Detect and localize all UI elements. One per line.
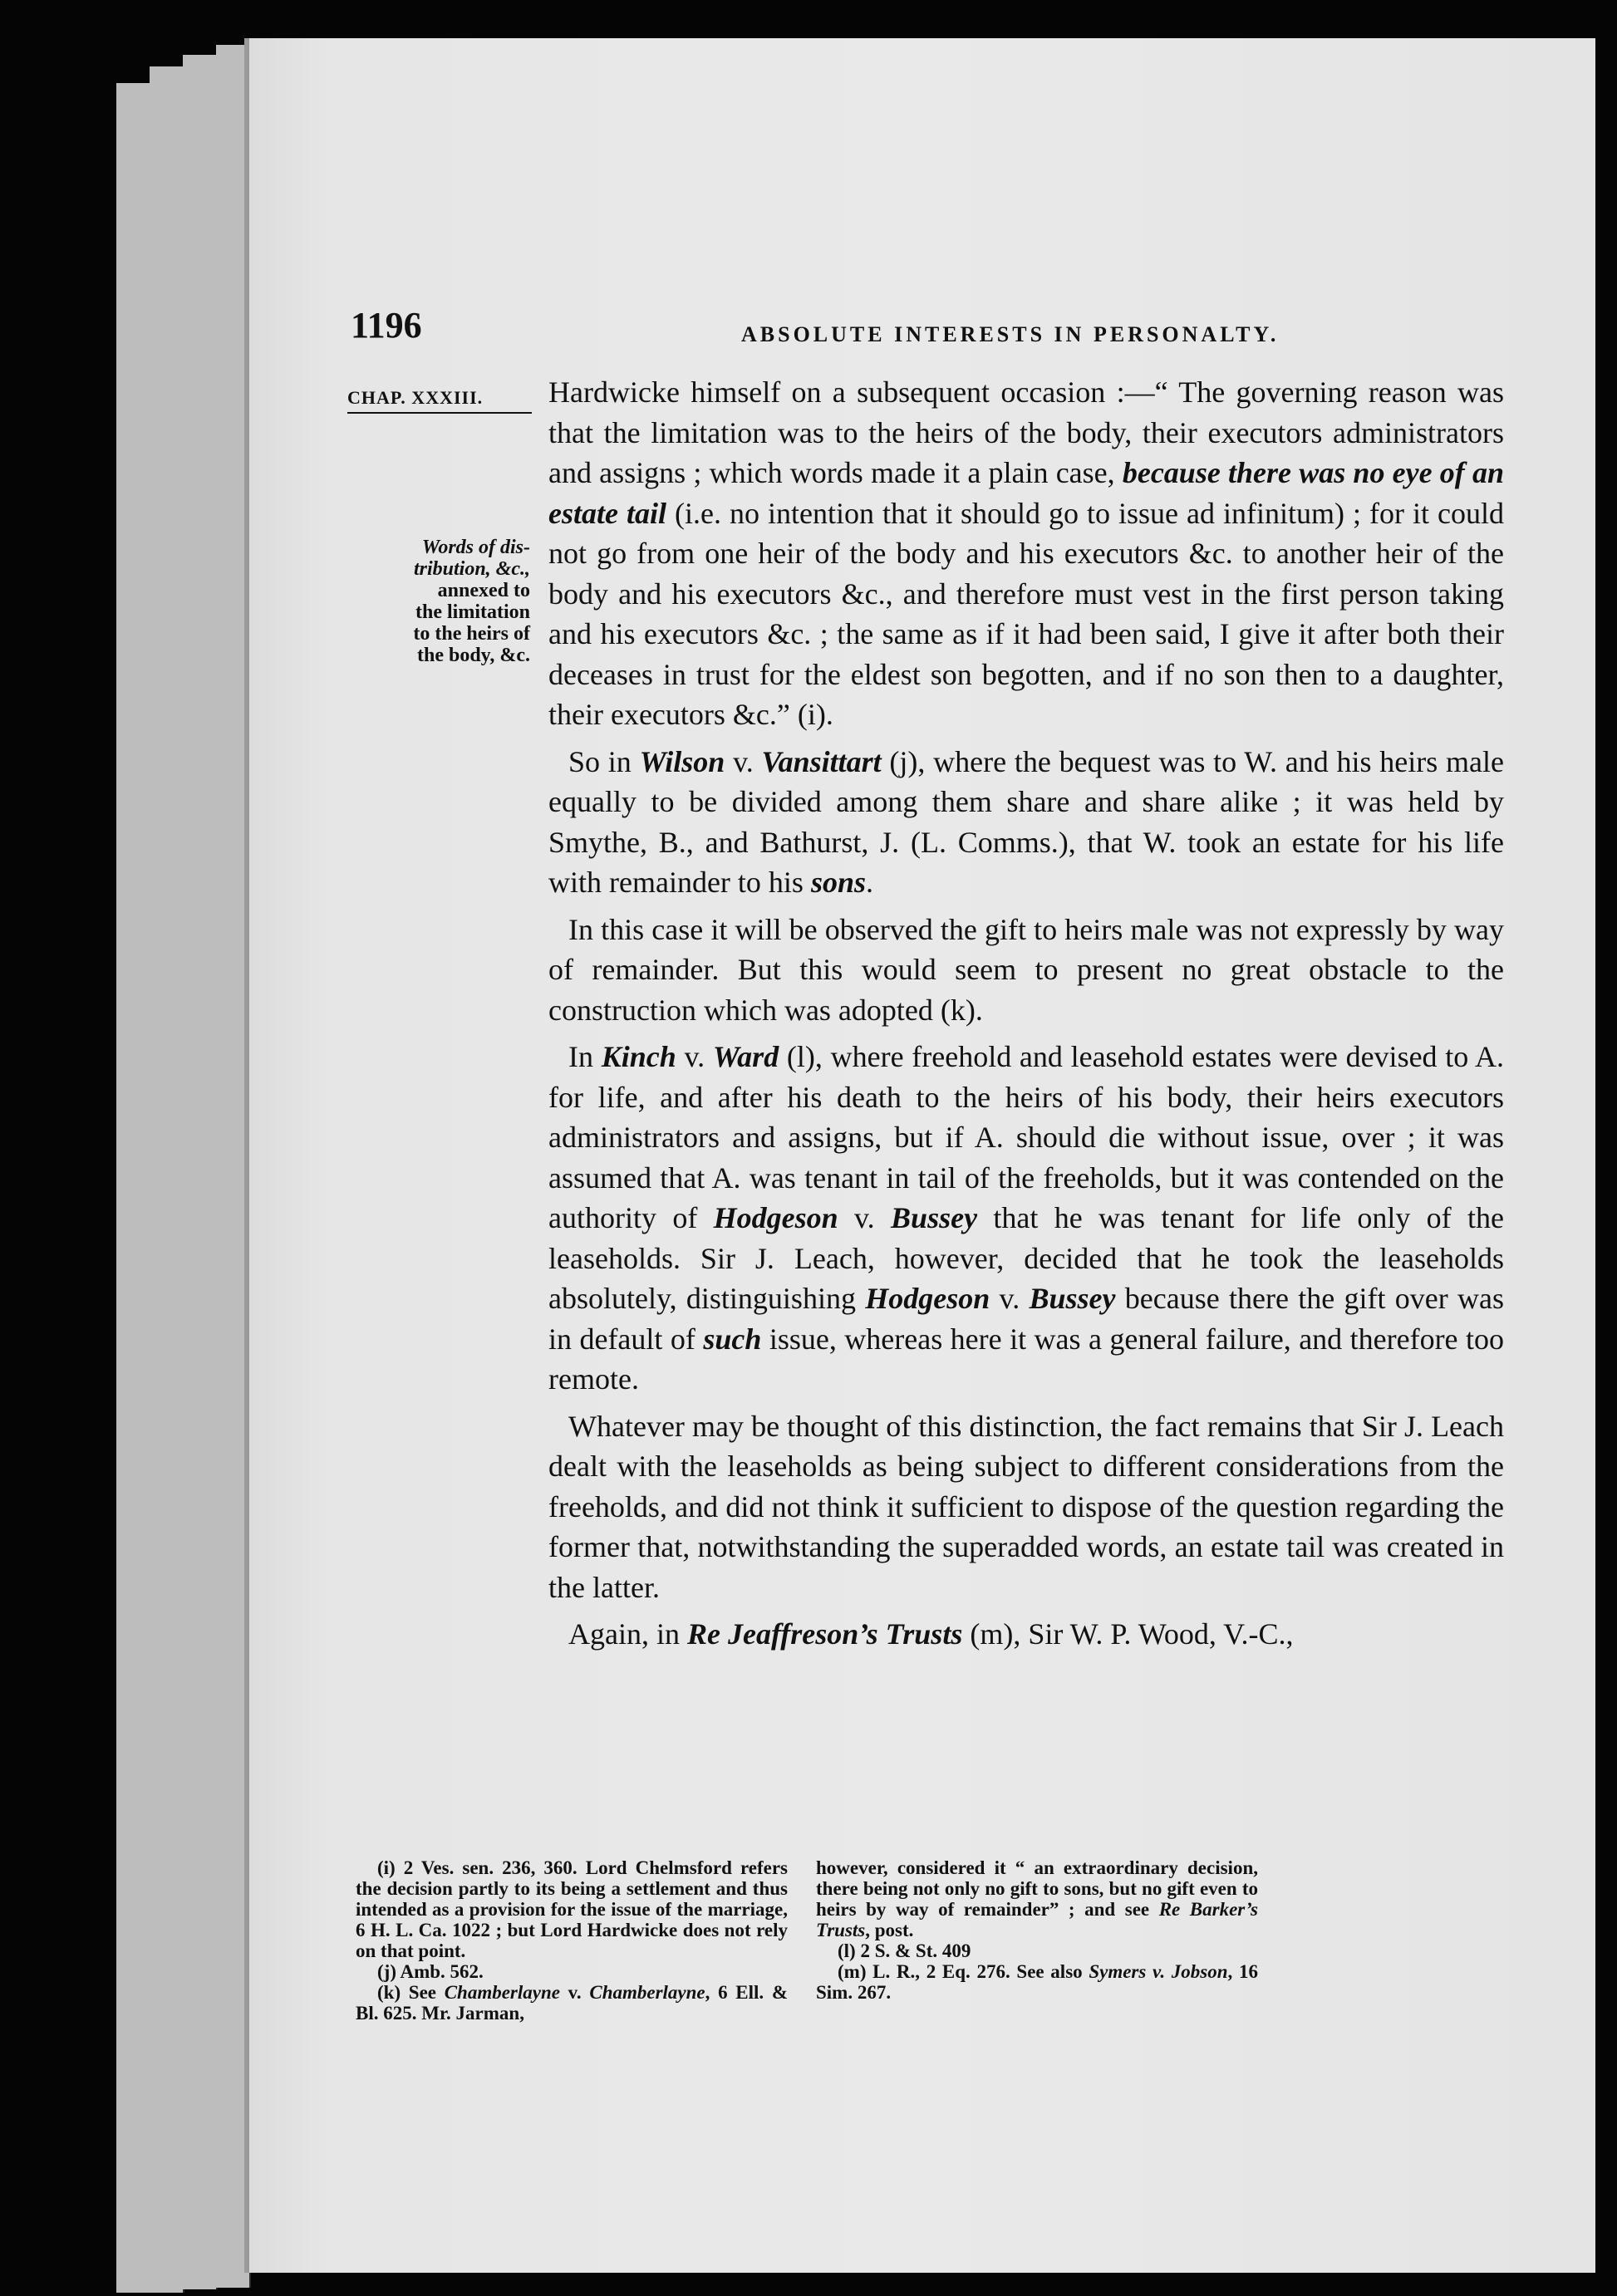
footnote-j: (j) Amb. 562. (377, 1961, 484, 1982)
text: . (865, 866, 873, 899)
text: v. (990, 1282, 1030, 1315)
page-edge (116, 83, 151, 2293)
footnote-i: (i) 2 Ves. sen. 236, 360. Lord Chelmsford refers the decision partly to its being a settlement and thus intended as a provision for the issue of the marriage, 6 H. L. Ca. 1022 ; but Lord Hardwicke does not rely on that point. (356, 1857, 788, 1961)
note-line: Words of dis- (421, 537, 530, 558)
note-line: the body, &c. (416, 645, 530, 666)
note-line: annexed to (437, 580, 530, 601)
text: issue, whereas here it was a general failure, and therefore too remote. (548, 1322, 1504, 1396)
book-page (249, 38, 1595, 2273)
text: that he was tenant for life only of the leaseholds. Sir J. Leach, however, decided that he took the leaseholds absolutely, distinguishing (548, 1201, 1504, 1315)
running-title: ABSOLUTE INTERESTS IN PERSONALTY. (741, 322, 1280, 346)
case-name: Symers v. Jobson (1089, 1961, 1228, 1982)
text: (m), Sir W. P. Wood, V.-C., (962, 1617, 1294, 1651)
chapter-label: CHAP. XXXIII. (347, 387, 532, 414)
case-name: Ward (712, 1040, 779, 1073)
text: however, considered it “ an extraordinary decision, there being not only no gift to sons, but no gift even to heirs by way of remainder” ; and see (816, 1857, 1258, 1920)
text: v. (838, 1201, 892, 1234)
paragraph (548, 1614, 1504, 1655)
page-header (351, 304, 1537, 362)
note-line: the limitation (415, 601, 530, 623)
footnotes-left (356, 1857, 788, 2024)
text: v. (676, 1040, 713, 1073)
text: In (568, 1040, 602, 1073)
paragraph: Whatever may be thought of this distinction, the fact remains that Sir J. Leach dealt with the leaseholds as being subject to different considerations from the freeholds, and did not think it sufficient to dispose of the question regarding the former that, notwithstanding the superadded words, an estate tail was created in the latter. (548, 1409, 1504, 1604)
text: Hardwicke himself on a subsequent occasion :—“ The governing reason was that the limitation was to the heirs of the body, their executors administrators and assigns ; which words made it a plain case, (548, 375, 1504, 489)
text: (m) L. R., 2 Eq. 276. See also (838, 1961, 1089, 1982)
marginal-note (347, 537, 530, 666)
text: v. (725, 744, 762, 778)
page-edge (216, 45, 251, 2288)
case-name: Wilson (639, 744, 725, 778)
case-name: Re Jeaffreson’s Trusts (686, 1617, 963, 1651)
case-name: Hodgeson (713, 1201, 838, 1234)
page-edge (183, 55, 218, 2289)
case-name: Chamberlayne (589, 1982, 705, 2003)
text: , post. (865, 1920, 914, 1940)
text: , 6 Ell. & Bl. 625. Mr. Jarman, (356, 1982, 788, 2024)
paragraph: In this case it will be observed the gift to heirs male was not expressly by way of remainder. But this would seem to present no great obstacle to the construction which was adopted (k). (548, 912, 1504, 1027)
text: So in (568, 744, 640, 778)
case-name: Bussey (891, 1201, 978, 1234)
footnote-k (356, 1982, 788, 2024)
text: (l), where freehold and leasehold estates were devised to A. for life, and after his death to the heirs of his body, their heirs executors administrators and assigns, but if A. should die without issue, over ; it was assumed that A. was tenant in tail of the freeholds, but it was contended on the authority of (548, 1040, 1504, 1234)
text: Again, in (568, 1617, 687, 1651)
text: (k) See (377, 1982, 445, 2003)
emphasis: because there was no eye of an estate tail (548, 456, 1504, 530)
note-line: tribution, &c., (413, 558, 530, 580)
text: because there the gift over was in default of (548, 1282, 1504, 1356)
emphasis: sons (810, 866, 866, 899)
footnote-m (816, 1961, 1258, 2003)
text: (i.e. no intention that it should go to issue ad infinitum) ; for it could not go from one heir of the body and his executors &c. to another heir of the body and his executors &c., and therefore must vest in the first person taking and his executors &c. ; the same as if it had been said, I give it after both their deceases in trust for the eldest son begotten, and if no son then to a daughter, their executors &c.” (i). (548, 496, 1504, 731)
footnote-k-continued (816, 1857, 1258, 1940)
case-name: Hodgeson (865, 1282, 990, 1315)
emphasis: such (703, 1322, 762, 1356)
page-number: 1196 (351, 305, 422, 346)
case-name: Bussey (1029, 1282, 1116, 1315)
case-name: Vansittart (761, 744, 882, 778)
page-edge (150, 66, 184, 2293)
paragraph (548, 372, 1504, 735)
text: , 16 Sim. 267. (816, 1961, 1258, 2003)
footnote-l: (l) 2 S. & St. 409 (838, 1940, 971, 1961)
text: (j), where the bequest was to W. and his heirs male equally to be divided among them share and share alike ; it was held by Smythe, B., and Bathurst, J. (L. Comms.), that W. took an estate for his life with remainder to his (548, 744, 1505, 899)
paragraph (548, 1037, 1504, 1400)
case-name: Kinch (601, 1040, 676, 1073)
body-text (548, 372, 1504, 1661)
footnotes-right (816, 1857, 1258, 2003)
case-name: Chamberlayne (444, 1982, 560, 2003)
case-name: Re Barker’s Trusts (816, 1899, 1258, 1940)
text: v. (559, 1982, 590, 2003)
note-line: to the heirs of (413, 623, 530, 645)
paragraph (548, 742, 1504, 903)
